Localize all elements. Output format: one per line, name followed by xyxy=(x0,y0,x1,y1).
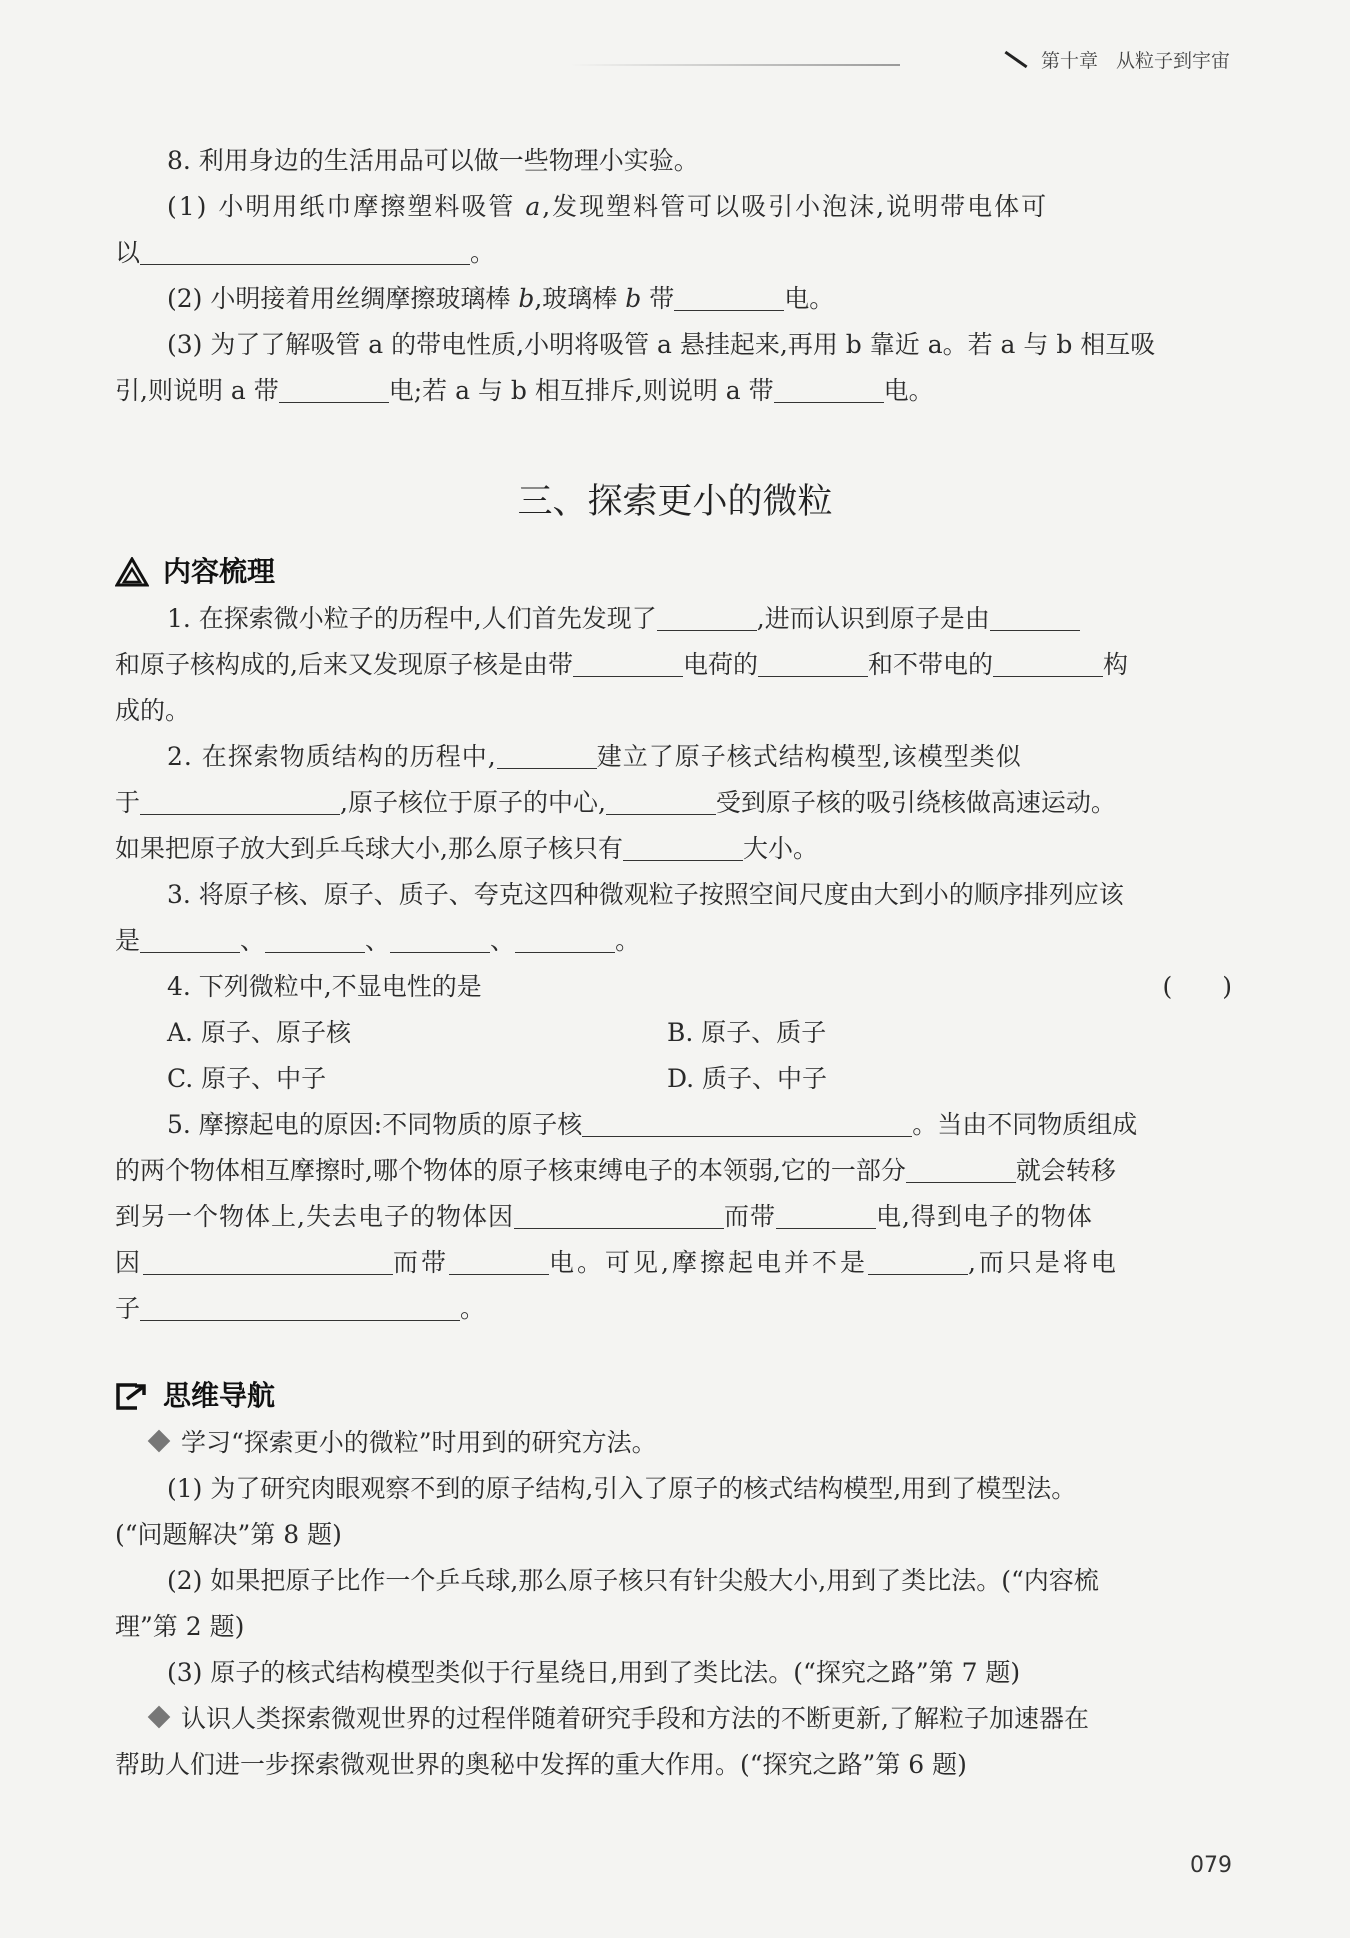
option-a[interactable]: A. 原子、原子核 xyxy=(167,1018,351,1047)
q8-part3: (3) 为了了解吸管 a 的带电性质,小明将吸管 a 悬挂起来,再用 b 靠近 a。若 a 与 b 相互吸 xyxy=(167,330,1156,359)
c2-line2: 于 ,原子核位于原子的中心, 受到原子核的吸引绕核做高速运动。 xyxy=(115,780,1232,826)
answer-blank[interactable] xyxy=(990,600,1080,631)
thinking-navigation-heading: 思维导航 xyxy=(115,1372,1232,1420)
nav-item-1-cont: (“问题解决”第 8 题) xyxy=(115,1520,342,1549)
answer-blank[interactable] xyxy=(657,600,757,631)
answer-blank[interactable] xyxy=(868,1244,968,1275)
c1-line1: 1. 在探索微小粒子的历程中,人们首先发现了 ,进而认识到原子是由 xyxy=(115,596,1232,642)
diamond-bullet-icon xyxy=(148,1430,171,1453)
q8-part2: (2) 小明接着用丝绸摩擦玻璃棒 b,玻璃棒 b 带 电。 xyxy=(115,276,1232,322)
answer-blank[interactable] xyxy=(497,738,597,769)
answer-blank[interactable] xyxy=(515,922,615,953)
answer-blank[interactable] xyxy=(279,372,389,403)
content-review xyxy=(115,548,1232,1332)
answer-blank[interactable] xyxy=(390,922,490,953)
header-rule xyxy=(570,64,900,66)
answer-blank[interactable] xyxy=(993,646,1103,677)
option-c[interactable]: C. 原子、中子 xyxy=(167,1064,327,1093)
c2-line3: 如果把原子放大到乒乓球大小,那么原子核只有 大小。 xyxy=(115,826,1232,872)
question-8 xyxy=(115,138,1232,414)
answer-blank[interactable] xyxy=(143,1244,393,1275)
pen-icon xyxy=(1004,51,1027,68)
chapter-title: 从粒子到宇宙 xyxy=(1115,50,1230,72)
answer-blank[interactable] xyxy=(758,646,868,677)
c1-line2: 和原子核构成的,后来又发现原子核是由带 电荷的 和不带电的 构 xyxy=(115,642,1232,688)
q8-part3-cont: 引,则说明 a 带 电;若 a 与 b 相互排斥,则说明 a 带 电。 xyxy=(115,368,1232,414)
chapter-label: 第十章 xyxy=(1040,50,1098,72)
c5-line2: 的两个物体相互摩擦时,哪个物体的原子核束缚电子的本领弱,它的一部分 就会转移 xyxy=(115,1148,1232,1194)
answer-blank[interactable] xyxy=(674,280,784,311)
answer-paren[interactable]: ( ) xyxy=(1162,972,1232,1001)
answer-blank[interactable] xyxy=(774,372,884,403)
c4-question: 4. 下列微粒中,不显电性的是 ( ) xyxy=(115,964,1232,1010)
c4-options-row2 xyxy=(115,1056,1232,1102)
nav-item-3: (3) 原子的核式结构模型类似于行星绕日,用到了类比法。(“探究之路”第 7 题) xyxy=(167,1658,1021,1687)
q8-part1: (1) 小明用纸巾摩擦塑料吸管 a,发现塑料管可以吸引小泡沫,说明带电体可 xyxy=(167,192,1049,221)
option-d[interactable]: D. 质子、中子 xyxy=(667,1064,828,1093)
nav-bullet-2-cont: 帮助人们进一步探索微观世界的奥秘中发挥的重大作用。(“探究之路”第 6 题) xyxy=(115,1750,967,1779)
answer-blank[interactable] xyxy=(573,646,683,677)
nav-item-2: (2) 如果把原子比作一个乒乓球,那么原子核只有针尖般大小,用到了类比法。(“内容梳 xyxy=(167,1566,1099,1595)
triangle-icon xyxy=(115,557,149,587)
answer-blank[interactable] xyxy=(140,234,470,265)
edit-arrow-icon xyxy=(115,1381,149,1411)
answer-blank[interactable] xyxy=(140,1290,460,1321)
answer-blank[interactable] xyxy=(606,784,716,815)
section-title: 三、探索更小的微粒 xyxy=(517,482,833,522)
answer-blank[interactable] xyxy=(623,830,743,861)
c5-line3: 到另一个物体上,失去电子的物体因 而带 电,得到电子的物体 xyxy=(115,1194,1232,1240)
answer-blank[interactable] xyxy=(265,922,365,953)
content-review-heading: 内容梳理 xyxy=(115,548,1232,596)
nav-item-2-cont: 理”第 2 题) xyxy=(115,1612,245,1641)
c2-line1: 2. 在探索物质结构的历程中, 建立了原子核式结构模型,该模型类似 xyxy=(115,734,1232,780)
c3-line1: 3. 将原子核、原子、质子、夸克这四种微观粒子按照空间尺度由大到小的顺序排列应该 xyxy=(167,880,1124,909)
option-b[interactable]: B. 原子、质子 xyxy=(667,1018,827,1047)
nav-bullet-2: 认识人类探索微观世界的过程伴随着研究手段和方法的不断更新,了解粒子加速器在 xyxy=(115,1696,1232,1742)
answer-blank[interactable] xyxy=(140,784,340,815)
answer-blank[interactable] xyxy=(140,922,240,953)
c1-line3: 成的。 xyxy=(115,696,191,725)
q8-part1-cont: 以 。 xyxy=(115,230,1232,276)
page-number: 079 xyxy=(1190,1853,1232,1878)
answer-blank[interactable] xyxy=(776,1198,876,1229)
answer-blank[interactable] xyxy=(582,1106,912,1137)
running-header xyxy=(1003,46,1230,73)
c5-line5: 子 。 xyxy=(115,1286,1232,1332)
answer-blank[interactable] xyxy=(906,1152,1016,1183)
c5-line4: 因 而带 电。可见,摩擦起电并不是 ,而只是将电 xyxy=(115,1240,1232,1286)
nav-item-1: (1) 为了研究肉眼观察不到的原子结构,引入了原子的核式结构模型,用到了模型法。 xyxy=(167,1474,1077,1503)
thinking-navigation xyxy=(115,1372,1232,1788)
q8-intro: 8. 利用身边的生活用品可以做一些物理小实验。 xyxy=(167,146,699,175)
answer-blank[interactable] xyxy=(449,1244,549,1275)
c4-options-row1 xyxy=(115,1010,1232,1056)
answer-blank[interactable] xyxy=(514,1198,724,1229)
nav-bullet-1: 学习“探索更小的微粒”时用到的研究方法。 xyxy=(115,1420,1232,1466)
c3-line2: 是 、 、 、 。 xyxy=(115,918,1232,964)
diamond-bullet-icon xyxy=(148,1706,171,1729)
c5-line1: 5. 摩擦起电的原因:不同物质的原子核 。当由不同物质组成 xyxy=(115,1102,1232,1148)
